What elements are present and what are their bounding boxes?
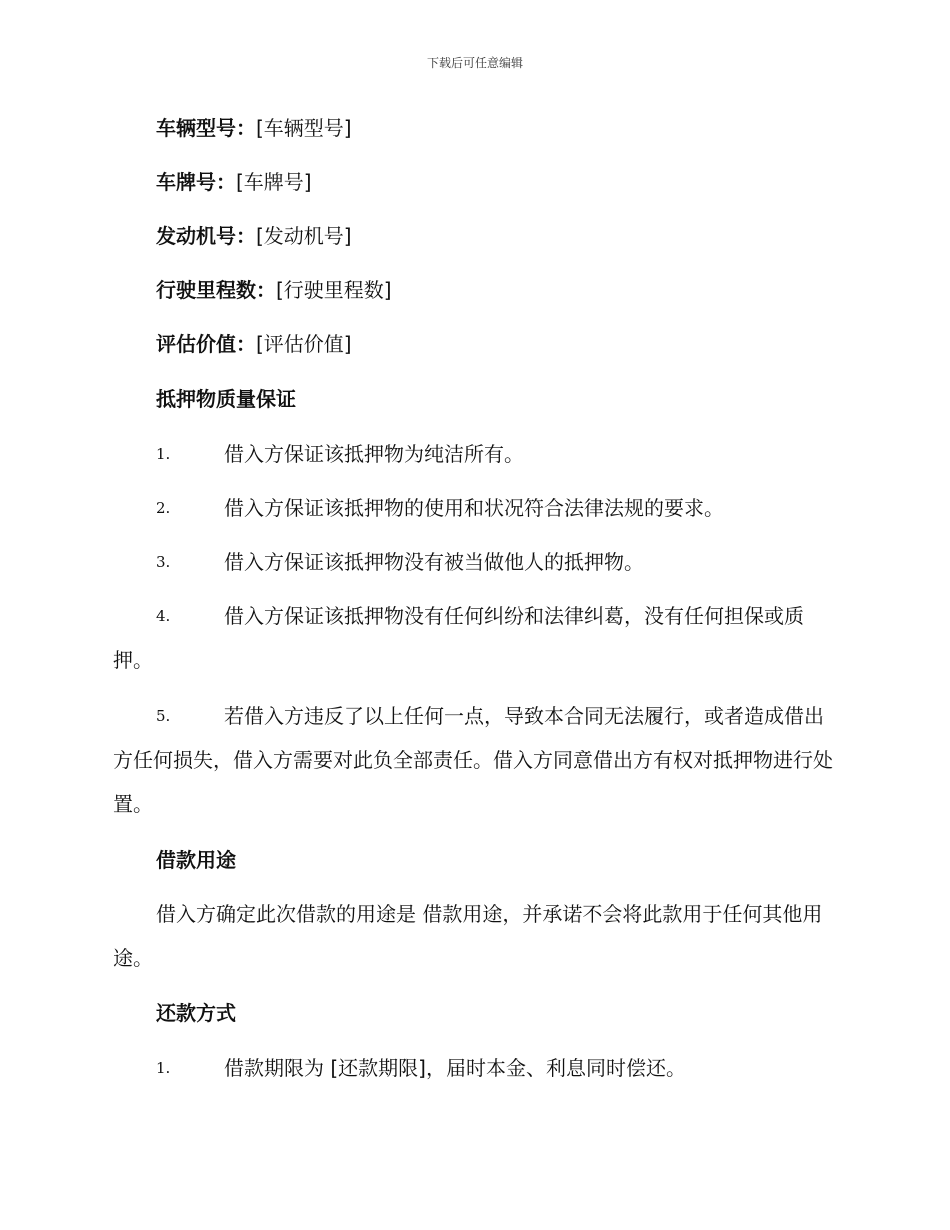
- field-value: [车辆型号]: [256, 116, 352, 140]
- list-number: 3.: [156, 553, 171, 571]
- field-value: [车牌号]: [236, 170, 312, 194]
- list-text: 借入方保证该抵押物的使用和状况符合法律法规的要求。: [224, 496, 724, 520]
- field-label: 行驶里程数：: [156, 278, 276, 302]
- field-label: 车辆型号：: [156, 116, 256, 140]
- section-title-quality: 抵押物质量保证: [156, 387, 296, 411]
- field-value: [评估价值]: [256, 332, 352, 356]
- list-text: 借入方保证该抵押物没有任何纠纷和法律纠葛，没有任何担保或质押。: [113, 604, 804, 672]
- field-label: 评估价值：: [156, 332, 256, 356]
- field-value: [发动机号]: [256, 224, 352, 248]
- list-number: 2.: [156, 499, 171, 517]
- field-valuation: [156, 322, 881, 366]
- list-number: 1.: [156, 1059, 171, 1077]
- field-vehicle-model: [156, 106, 881, 150]
- section-title-purpose: 借款用途: [156, 848, 236, 872]
- list-number: 4.: [156, 607, 171, 625]
- list-item: [113, 694, 838, 826]
- list-text: 借款期限为 [还款期限]，届时本金、利息同时偿还。: [224, 1056, 686, 1080]
- list-number: 1.: [156, 445, 171, 463]
- field-label: 发动机号：: [156, 224, 256, 248]
- page-header-note: 下载后可任意编辑: [426, 56, 523, 70]
- list-text: 若借入方违反了以上任何一点，导致本合同无法履行，或者造成借出方任何损失，借入方需要对此负全部责任。借入方同意借出方有权对抵押物进行处置。: [113, 704, 833, 816]
- list-item: [113, 486, 838, 530]
- field-value: [行驶里程数]: [276, 278, 392, 302]
- field-plate-number: [156, 160, 881, 204]
- list-item: [113, 432, 838, 476]
- field-mileage: [156, 268, 881, 312]
- purpose-paragraph: 借入方确定此次借款的用途是 借款用途，并承诺不会将此款用于任何其他用途。: [113, 902, 823, 970]
- list-item: [113, 1046, 838, 1090]
- field-engine-number: [156, 214, 881, 258]
- list-item: [113, 540, 838, 584]
- field-label: 车牌号：: [156, 170, 236, 194]
- list-text: 借入方保证该抵押物没有被当做他人的抵押物。: [224, 550, 644, 574]
- list-item: [113, 594, 838, 682]
- list-number: 5.: [156, 707, 171, 725]
- section-title-repayment: 还款方式: [156, 1001, 236, 1025]
- list-text: 借入方保证该抵押物为纯洁所有。: [224, 442, 524, 466]
